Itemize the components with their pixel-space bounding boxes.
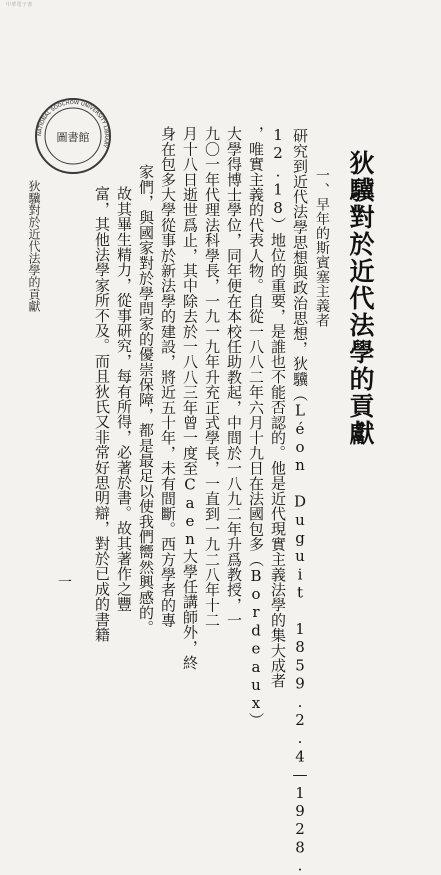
section-heading: 一、早年的斯賓塞主義者	[314, 168, 330, 328]
page-number: 一	[58, 575, 72, 591]
paragraph-line: 12.18）地位的重要，是誰也不能否認的。他是近代現實主義法學的集大成者	[269, 126, 287, 689]
page-title: 狄驥對於近代法學的貢獻	[346, 150, 375, 447]
margin-note: 狄驥對於近代法學的貢獻	[27, 180, 41, 312]
seal-ring-text: NATIONAL SOOCHOW UNIVERSITY LIBRARY	[36, 99, 110, 149]
watermark: 中華電子書	[6, 2, 33, 8]
paragraph-line: 家們，與國家對於學問家的優崇保障，都是最足以使我們嚮然興感的。	[137, 164, 155, 636]
paragraph-line: 月十八日逝世爲止，其中除去於一八八三年曾一度至Caen大學任講師外，終	[181, 126, 199, 670]
paragraph-line: 身在包多大學從事於新法學的建設，將近五十年，未有間斷。西方學者的專	[159, 126, 177, 628]
paragraph-line: 大學得博士學位，同年便在本校任助教起，中間於一八九二年升爲教授，一	[225, 126, 243, 628]
library-seal	[33, 96, 113, 176]
paragraph-line: 富，其他法學家所不及。而且狄氏又非常好思明辯，對於已成的書籍	[93, 186, 111, 642]
paragraph-line: 故其畢生精力，從事研究，每有所得，必著於書。故其著作之豐	[115, 186, 133, 612]
paragraph-line: 九〇一年代理法科學長，一九一九年升充正式學長，一直到一九二八年十二	[203, 126, 221, 628]
paragraph-line: 研究到近代法學思想與政治思想，狄驥（Léon Duguit 1859.2.4—1928.	[291, 128, 309, 875]
paragraph-line: ，唯實主義的代表人物。自從一八八二年六月十九日在法國包多（Bordeaux）	[247, 126, 265, 728]
seal-center-text: 圖書館	[56, 131, 90, 144]
seal-graphic	[33, 96, 113, 176]
